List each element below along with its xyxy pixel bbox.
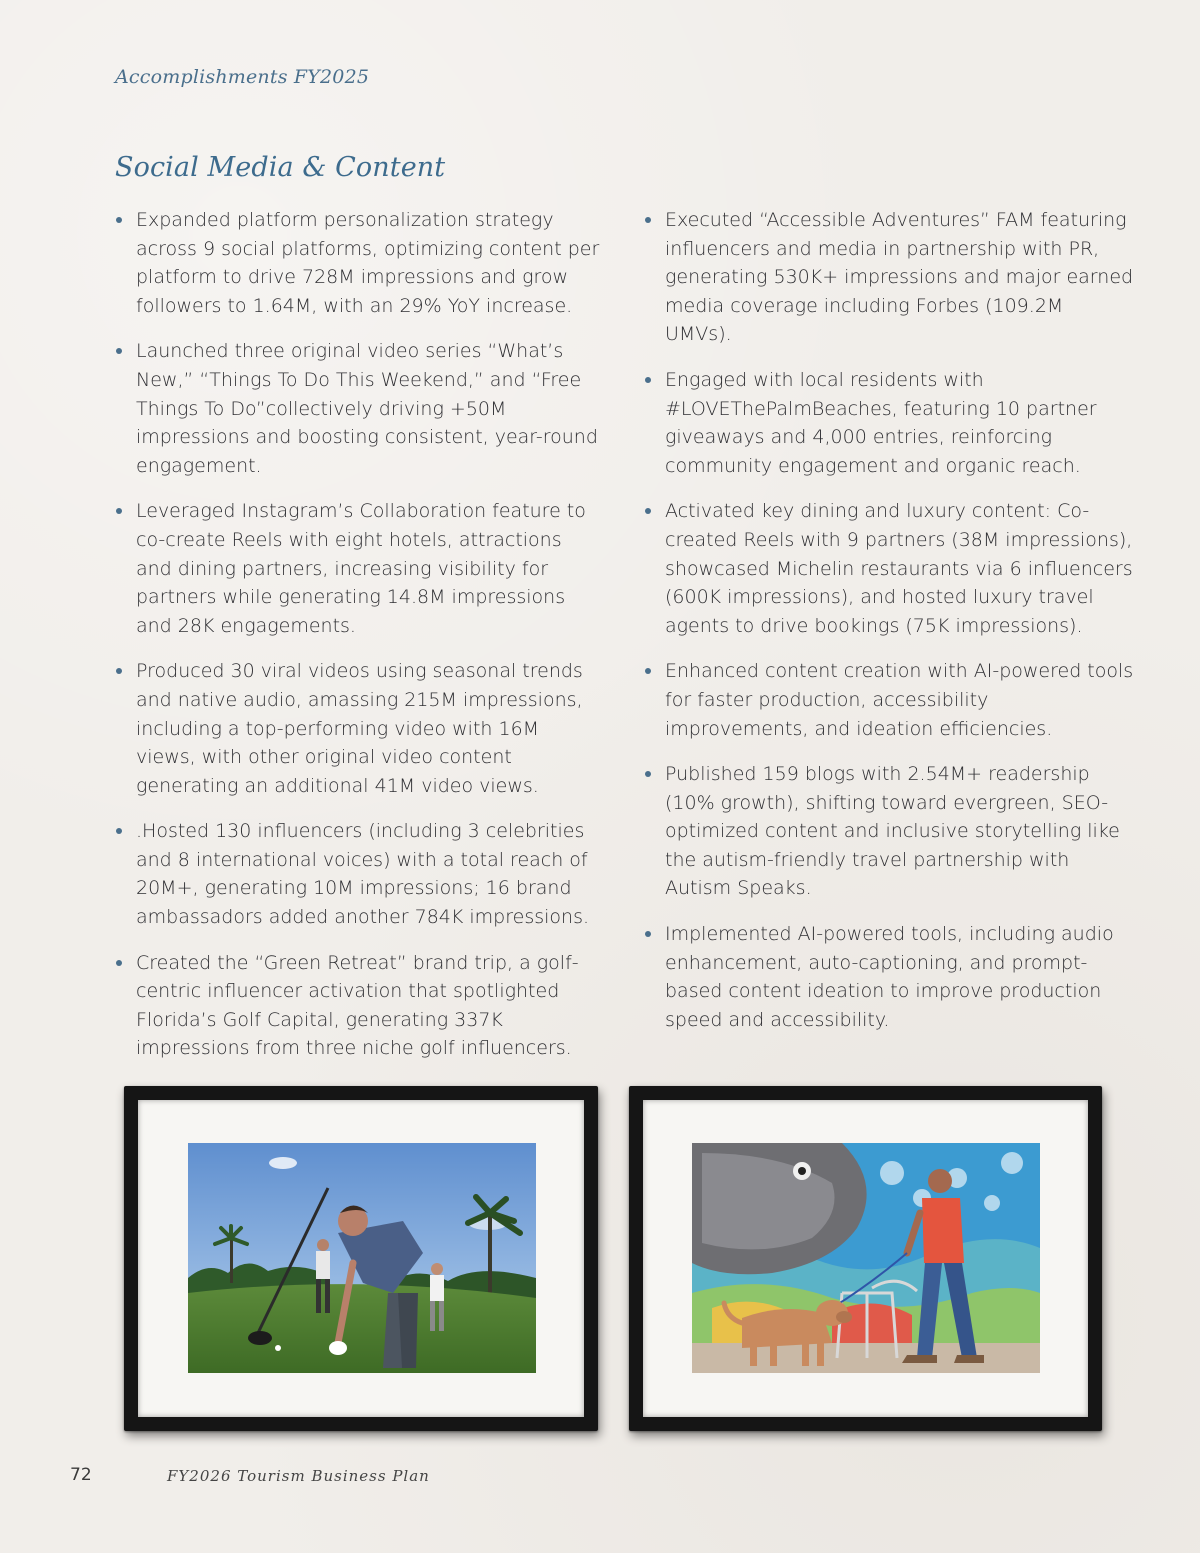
bullet-dot-icon bbox=[116, 217, 122, 223]
bullet-dot-icon bbox=[645, 668, 651, 674]
bullet-dot-icon bbox=[645, 931, 651, 937]
golf-photo bbox=[188, 1143, 536, 1373]
bullet-item bbox=[644, 206, 1134, 349]
bullet-text: Engaged with local residents with #LOVEThePalmBeaches, featuring 10 partner giveaways and 4,000 entries, reinforcing community engagement and organic reach. bbox=[665, 368, 1097, 477]
bullet-item bbox=[115, 817, 600, 931]
bullet-dot-icon bbox=[645, 771, 651, 777]
bullet-text: Launched three original video series “What’s New,” “Things To Do This Weekend,” and “Free Things To Do”collectively driving +50M impressions and boosting consistent, year-round engagement. bbox=[136, 340, 598, 477]
bullet-item bbox=[644, 657, 1134, 743]
bullet-dot-icon bbox=[645, 217, 651, 223]
bullet-dot-icon bbox=[116, 668, 122, 674]
photo-mat bbox=[643, 1100, 1088, 1417]
bullet-dot-icon bbox=[645, 377, 651, 383]
section-title: Social Media & Content bbox=[115, 152, 446, 183]
bullet-item bbox=[115, 206, 600, 320]
right-bullet-column bbox=[644, 206, 1134, 1051]
page-number: 72 bbox=[70, 1465, 92, 1485]
bullet-item bbox=[115, 337, 600, 480]
bullet-item bbox=[644, 760, 1134, 903]
mural-photo-frame bbox=[629, 1086, 1102, 1431]
bullet-text: Produced 30 viral videos using seasonal trends and native audio, amassing 215M impressions, including a top-performing video with 16M views, with other original video content generating an additional 41M video views. bbox=[136, 660, 583, 797]
bullet-item bbox=[644, 497, 1134, 640]
bullet-item bbox=[115, 949, 600, 1063]
bullet-text: Published 159 blogs with 2.54M+ readership (10% growth), shifting toward evergreen, SEO-optimized content and inclusive storytelling like the autism-friendly travel partnership with Autism Speaks. bbox=[665, 763, 1120, 900]
bullet-text: Executed “Accessible Adventures” FAM featuring influencers and media in partnership with PR, generating 530K+ impressions and major earned media coverage including Forbes (109.2M UMVs). bbox=[665, 209, 1134, 346]
bullet-item bbox=[644, 366, 1134, 480]
photo-mat bbox=[138, 1100, 584, 1417]
footer-document-title: FY2026 Tourism Business Plan bbox=[167, 1467, 430, 1485]
bullet-item bbox=[115, 497, 600, 640]
golf-scene-image bbox=[188, 1143, 536, 1373]
bullet-text: Activated key dining and luxury content: Co-created Reels with 9 partners (38M impressions), showcased Michelin restaurants via 6 influencers (600K impressions), and hosted luxury travel agents to drive bookings (75K impressions). bbox=[665, 500, 1133, 637]
bullet-dot-icon bbox=[645, 508, 651, 514]
golf-photo-frame bbox=[124, 1086, 598, 1431]
bullet-dot-icon bbox=[116, 960, 122, 966]
bullet-item bbox=[644, 920, 1134, 1034]
running-header: Accomplishments FY2025 bbox=[115, 66, 370, 88]
bullet-text: Leveraged Instagram’s Collaboration feature to co-create Reels with eight hotels, attractions and dining partners, increasing visibility for partners while generating 14.8M impressions and 28K engagements. bbox=[136, 500, 586, 637]
left-bullet-column bbox=[115, 206, 600, 1080]
bullet-item bbox=[115, 657, 600, 800]
bullet-text: Expanded platform personalization strategy across 9 social platforms, optimizing content per platform to drive 728M impressions and grow followers to 1.64M, with an 29% YoY increase. bbox=[136, 209, 600, 317]
mural-scene-image bbox=[692, 1143, 1040, 1373]
bullet-text: Created the “Green Retreat” brand trip, a golf-centric influencer activation that spotlighted Florida’s Golf Capital, generating 337K impressions from three niche golf influencers. bbox=[136, 951, 579, 1060]
bullet-text: Enhanced content creation with AI-powered tools for faster production, accessibility improvements, and ideation efficiencies. bbox=[665, 660, 1134, 740]
bullet-dot-icon bbox=[116, 348, 122, 354]
bullet-dot-icon bbox=[116, 508, 122, 514]
mural-photo bbox=[692, 1143, 1040, 1373]
bullet-dot-icon bbox=[116, 828, 122, 834]
bullet-text: .Hosted 130 influencers (including 3 celebrities and 8 international voices) with a total reach of 20M+, generating 10M impressions; 16 brand ambassadors added another 784K impressions. bbox=[136, 820, 590, 929]
bullet-text: Implemented AI-powered tools, including audio enhancement, auto-captioning, and prompt-based content ideation to improve production speed and accessibility. bbox=[665, 923, 1114, 1031]
